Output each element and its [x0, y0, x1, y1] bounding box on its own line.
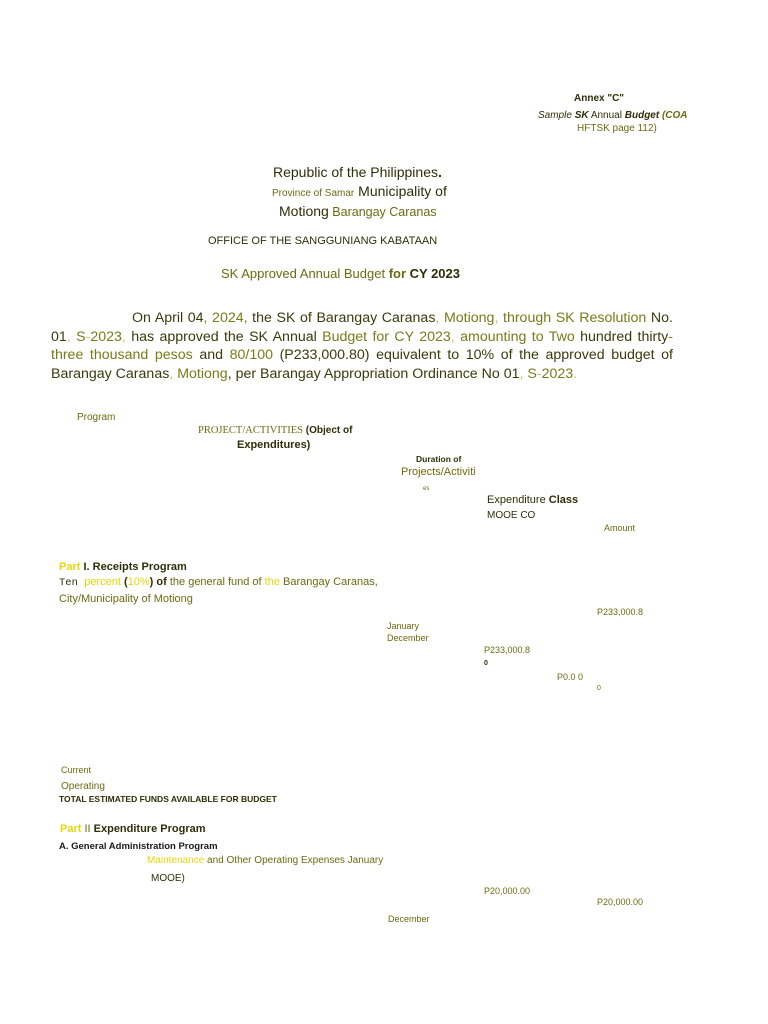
part1-percent: percent [84, 576, 124, 588]
part1-general-fund: the general fund of [166, 576, 265, 588]
para-seg: , [121, 328, 132, 345]
col-duration-of: Duration of [416, 454, 462, 464]
part2-mooe-amount: P20,000.00 [484, 886, 531, 896]
mooe-maintenance: Maintenance [147, 855, 205, 866]
para-seg: , [435, 310, 444, 326]
col-es: es [423, 486, 430, 492]
para-seg: 80/100 [229, 347, 273, 364]
para-seg: On April 04 [132, 310, 204, 326]
part1-co-amount: P0.0 0 [557, 672, 584, 682]
mooe-rest: and Other Operating Expenses January [204, 855, 384, 866]
para-seg: Budget for CY 2023 [322, 328, 451, 345]
para-seg: and [192, 347, 230, 364]
para-seg: through SK Resolution [503, 310, 647, 326]
mooe-line [147, 855, 383, 866]
para-seg: , [494, 310, 503, 326]
part1-paren-close: ) [149, 576, 154, 588]
annex-subtitle [538, 110, 688, 121]
part2-title: Expenditure Program [93, 823, 206, 835]
part1-ten: Ten [59, 577, 85, 589]
para-seg: , [169, 365, 178, 382]
province-line [272, 183, 447, 201]
annex-annual: Annual [588, 110, 625, 121]
part1-mooe-amount: P233,000.8 [484, 645, 531, 655]
col-expenditure-label: Expenditure [487, 494, 549, 506]
part1-heading [59, 561, 187, 573]
para-seg: - [85, 328, 91, 345]
part1-co-amount-suffix: 0 [597, 685, 601, 692]
part2-heading [60, 823, 206, 835]
col-project-activities [198, 425, 352, 436]
para-seg: S [76, 328, 86, 345]
col-class-label: Class [548, 494, 579, 506]
para-seg: , [450, 328, 461, 345]
motiong-line [279, 203, 437, 221]
republic-title [273, 164, 442, 180]
col-expenditures: Expenditures) [237, 439, 311, 451]
mooe-close: MOOE) [151, 873, 185, 884]
para-seg: - [536, 365, 542, 382]
part1-mooe-amount-suffix: 0 [484, 660, 488, 667]
annex-title: Annex "C" [574, 93, 625, 104]
part1-barangay: Barangay Caranas, [279, 576, 378, 588]
municipality-text: Municipality of [354, 183, 447, 199]
para-seg: Motiong [177, 365, 228, 382]
total-funds-label: TOTAL ESTIMATED FUNDS AVAILABLE FOR BUDGET [59, 794, 277, 804]
motiong-text: Motiong [279, 203, 329, 219]
annex-reference: HFTSK page 112) [577, 123, 657, 134]
part2-part: Part [60, 823, 82, 835]
para-seg: . [573, 365, 578, 382]
part2-december: December [388, 914, 430, 924]
part1-10pct: 10% [127, 576, 150, 588]
budget-title-year: CY 2023 [406, 266, 460, 281]
para-seg: S [527, 365, 537, 382]
part1-operating: Operating [61, 781, 105, 792]
col-object-of: (Object of [303, 425, 353, 436]
part1-current: Current [61, 765, 92, 775]
province-text: Province of Samar [272, 188, 355, 199]
para-seg: , per Barangay Appropriation Ordinance No 01 [227, 365, 520, 382]
budget-title-main: SK Approved Annual Budget [221, 266, 389, 281]
part1-december: December [387, 633, 429, 643]
republic-dot: . [438, 164, 442, 180]
para-seg: amounting to Two [460, 328, 575, 345]
col-projects-activities: Projects/Activiti [401, 466, 476, 478]
part1-line2: City/Municipality of Motiong [59, 593, 193, 605]
para-seg: Motiong [443, 310, 495, 326]
approval-paragraph [51, 309, 673, 383]
part1-line1 [59, 576, 378, 589]
annex-budget: Budget [624, 110, 660, 121]
para-seg: 2023 [541, 365, 574, 382]
annex-sk: SK [574, 110, 589, 121]
para-seg: , 2024, [203, 310, 248, 326]
col-expenditure-class [487, 494, 578, 506]
office-title: OFFICE OF THE SANGGUNIANG KABATAAN [208, 235, 438, 247]
part1-part: Part [59, 561, 81, 573]
para-seg: the SK of Barangay Caranas [247, 310, 436, 326]
para-seg: has approved the SK Annual [131, 328, 323, 345]
para-seg: thousand pesos [83, 347, 193, 364]
part1-title: . Receipts Program [86, 561, 187, 573]
col-amount: Amount [604, 523, 636, 533]
para-seg: , [519, 365, 528, 382]
general-admin-program: A. General Administration Program [59, 841, 218, 852]
part2-amount: P20,000.00 [597, 897, 644, 907]
annex-sample: Sample [538, 110, 575, 121]
part1-paren-open: ( [123, 576, 128, 588]
part2-roman: II [81, 823, 91, 835]
para-seg: -three [51, 328, 674, 364]
budget-title [221, 266, 460, 281]
col-program: Program [77, 412, 116, 423]
annex-coa: (COA [659, 110, 688, 121]
col-mooe-co: MOOE CO [487, 510, 536, 521]
part1-january: January [387, 621, 420, 631]
part1-amount-total: P233,000.8 [597, 607, 644, 617]
para-seg: 2023 [90, 328, 122, 345]
col-project-label: PROJECT/ACTIVITIES [198, 425, 303, 436]
barangay-text: Barangay Caranas [328, 205, 437, 219]
part1-the: the [264, 576, 280, 588]
para-seg: hundred thirty [574, 328, 669, 345]
republic-text: Republic of the Philippines [273, 164, 438, 180]
para-seg: No. 01 [51, 310, 673, 345]
para-seg: (P233,000.80) equivalent to 10% of the approved budget of Barangay Caranas [51, 347, 674, 382]
part1-of: of [153, 576, 167, 588]
para-seg: , [66, 328, 77, 345]
budget-title-for: for [388, 266, 407, 281]
part1-roman: I [80, 561, 87, 573]
